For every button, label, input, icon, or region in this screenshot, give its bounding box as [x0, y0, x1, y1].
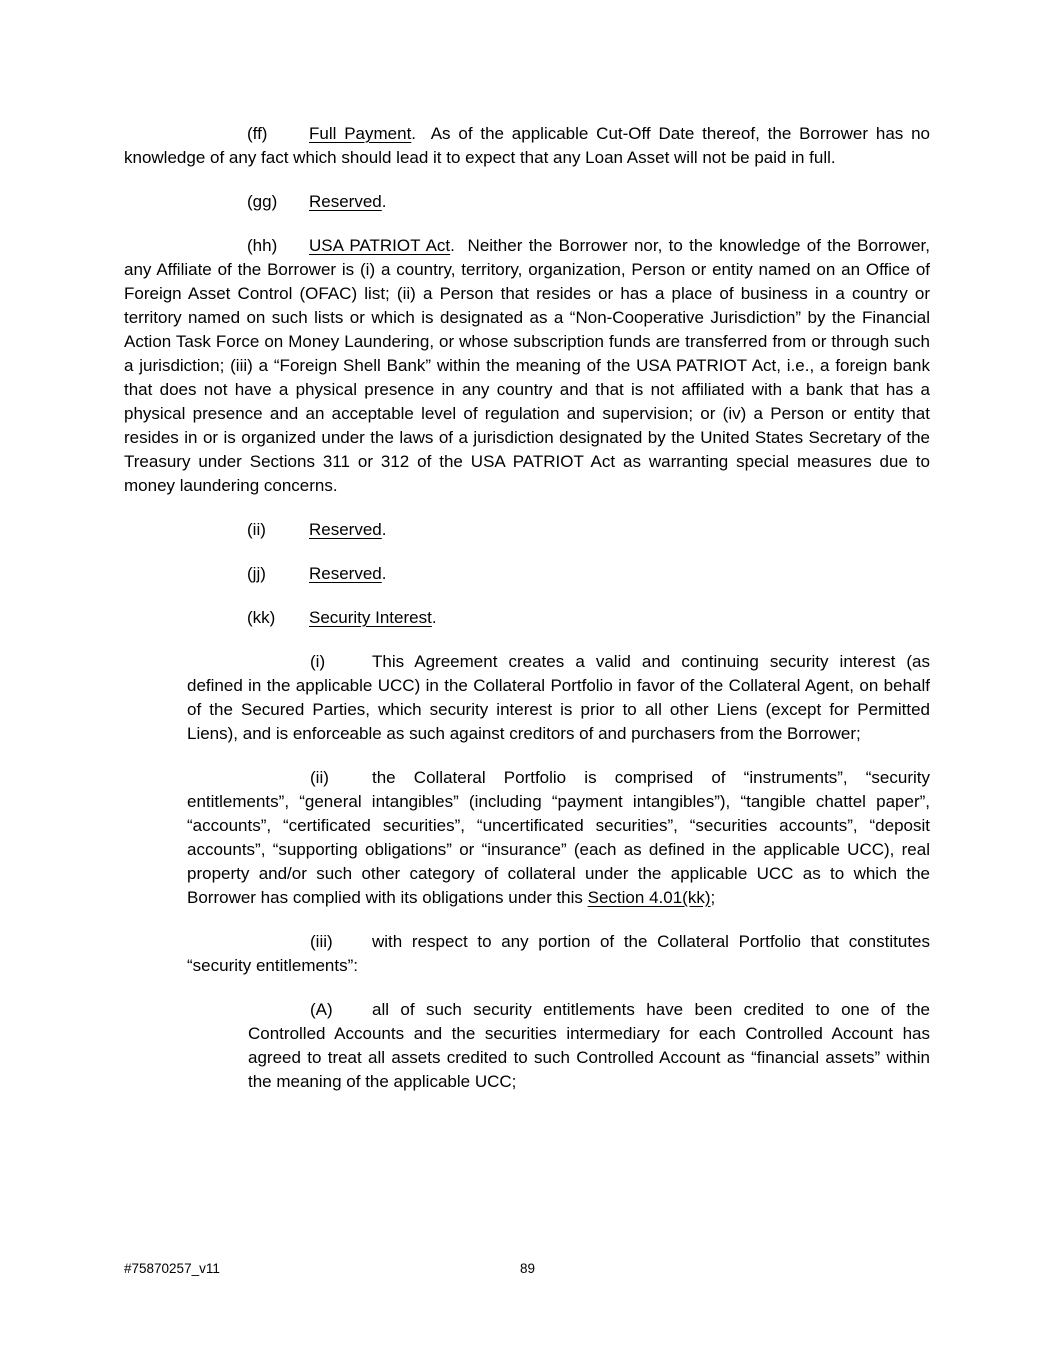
- paragraph-label: (A): [310, 1000, 333, 1019]
- text-run: the Collateral Portfolio is comprised of “instruments”, “security entitlements”, “general intangibles” (including “payment intangibles”), “tangible chattel paper”, “accounts”, “certificated securities”, “uncertificated securities”, “securities accounts”, “deposit accounts”, “supporting obligations” or “insurance” (each as defined in the applicable UCC), real property and/or such other category of collateral under the applicable UCC as to which the Borrower has complied with its obligations under this: [187, 768, 930, 907]
- text-run: .: [381, 192, 387, 211]
- text-run: .: [381, 520, 387, 539]
- paragraph-iii: [187, 930, 930, 978]
- paragraph-hh: [124, 234, 930, 498]
- underlined-text: Reserved: [309, 192, 382, 211]
- underlined-text: Full Payment: [309, 124, 412, 143]
- text-run: with respect to any portion of the Collateral Portfolio that constitutes “security entitlements”:: [187, 932, 930, 975]
- paragraph-gg: [124, 190, 930, 214]
- paragraph-ff: [124, 122, 930, 170]
- text-run: . Neither the Borrower nor, to the knowledge of the Borrower, any Affiliate of the Borrower is (i) a country, territory, organization, Person or entity named on an Office of Foreign Asset Control (OFAC) list; (ii) a Person that resides or has a place of business in a country or territory named on such lists or which is designated as a “Non-Cooperative Jurisdiction” by the Financial Action Task Force on Money Laundering, or whose subscription funds are transferred from or through such a jurisdiction; (iii) a “Foreign Shell Bank” within the meaning of the USA PATRIOT Act, i.e., a foreign bank that does not have a physical presence in any country and that is not affiliated with a bank that has a physical presence and an acceptable level of regulation and supervision; or (iv) a Person or entity that resides in or is organized under the laws of a jurisdiction designated by the United States Secretary of the Treasury under Sections 311 or 312 of the USA PATRIOT Act as warranting special measures due to money laundering concerns.: [124, 236, 930, 495]
- paragraph-kk: [124, 606, 930, 630]
- text-run: ;: [710, 888, 716, 907]
- paragraph-ii: [187, 766, 930, 910]
- document-id: #75870257_v11: [124, 1261, 220, 1276]
- text-run: This Agreement creates a valid and continuing security interest (as defined in the applicable UCC) in the Collateral Portfolio in favor of the Collateral Agent, on behalf of the Secured Parties, which security interest is prior to all other Liens (except for Permitted Liens), and is enforceable as such against creditors of and purchasers from the Borrower;: [187, 652, 930, 743]
- text-run: all of such security entitlements have been credited to one of the Controlled Accounts and the securities intermediary for each Controlled Account has agreed to treat all assets credited to such Controlled Account as “financial assets” within the meaning of the applicable UCC;: [248, 1000, 930, 1091]
- paragraph-label: (i): [310, 652, 326, 671]
- text-run: .: [431, 608, 437, 627]
- paragraph-label: (ii): [247, 520, 266, 539]
- underlined-text: Section 4.01(kk): [587, 888, 711, 907]
- paragraph-label: (ii): [310, 768, 329, 787]
- paragraph-ii: [124, 518, 930, 542]
- paragraph-label: (hh): [247, 236, 278, 255]
- underlined-text: USA PATRIOT Act: [309, 236, 451, 255]
- underlined-text: Reserved: [309, 564, 382, 583]
- text-run: .: [381, 564, 387, 583]
- underlined-text: Reserved: [309, 520, 382, 539]
- document-body: [124, 122, 930, 1114]
- paragraph-jj: [124, 562, 930, 586]
- text-run: . As of the applicable Cut-Off Date thereof, the Borrower has no knowledge of any fact which should lead it to expect that any Loan Asset will not be paid in full.: [124, 124, 930, 167]
- paragraph-label: (iii): [310, 932, 333, 951]
- paragraph-label: (jj): [247, 564, 266, 583]
- page-footer: [0, 1261, 1055, 1277]
- underlined-text: Security Interest: [309, 608, 432, 627]
- paragraph-i: [187, 650, 930, 746]
- paragraph-A: [248, 998, 930, 1094]
- page-number: 89: [519, 1261, 536, 1276]
- paragraph-label: (gg): [247, 192, 278, 211]
- paragraph-label: (kk): [247, 608, 276, 627]
- paragraph-label: (ff): [247, 124, 268, 143]
